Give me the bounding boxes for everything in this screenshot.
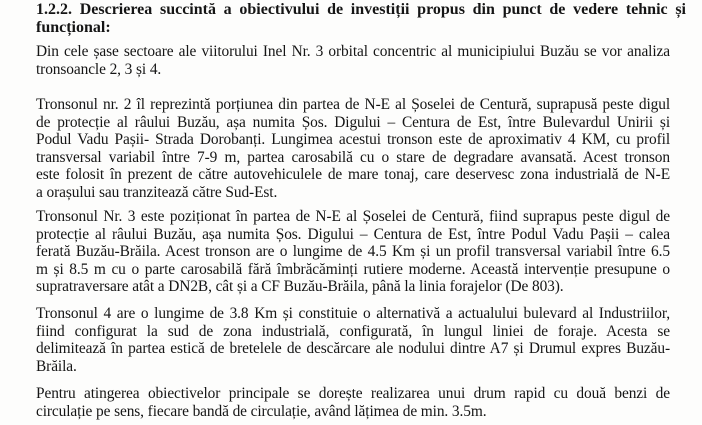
paragraph-sectors — [36, 43, 670, 78]
paragraph-tronson-3 — [36, 208, 670, 296]
paragraph-objectives — [36, 385, 670, 420]
paragraph-line: Tronsonul 4 are o lungime de 3.8 Km și constituie o alternativă a actualului bulevard al Industriilor, — [36, 305, 670, 322]
section-heading — [36, 1, 686, 37]
heading-line: 1.2.2. Descrierea succintă a obiectivului de investiții propus din punct de vedere tehnic și — [36, 1, 686, 18]
paragraph-line: Tronsonul nr. 2 îl reprezintă porțiunea din partea de N-E al Șoselei de Centură, suprapusă peste digul — [36, 96, 670, 113]
paragraph-line: Pentru atingerea obiectivelor principale se dorește realizarea unui drum rapid cu două benzi de — [36, 385, 670, 402]
paragraph-line: supratraversare atât a DN2B, cât și a CF Buzău-Brăila, până la linia forajelor (De 803). — [36, 278, 564, 296]
paragraph-line: Brăila. — [36, 357, 77, 375]
paragraph-line: Podul Vadu Pașii- Strada Dorobanți. Lungimea acestui tronson este de aproximativ 4 KM, cu profil — [36, 131, 670, 149]
heading-line: funcțional: — [36, 19, 111, 36]
paragraph-line: Din cele șase sectoare ale viitorului Inel Nr. 3 orbital concentric al municipiului Buzău se vor analiza — [36, 43, 670, 60]
paragraph-line: tronsoancle 2, 3 și 4. — [36, 60, 162, 78]
paragraph-line: a orașului sau tranzitează către Sud-Est. — [36, 183, 278, 201]
paragraph-tronson-2 — [36, 96, 670, 202]
paragraph-line: delimitează în partea estică de bretelele de descărcare ale nodului dintre A7 și Drumul expres Buzău- — [36, 340, 670, 358]
paragraph-tronson-4 — [36, 305, 670, 375]
paragraph-line: transversal variabil între 7-9 m, partea carosabilă cu o stare de degradare avansată. Acest tronson — [36, 148, 670, 166]
paragraph-line: circulație pe sens, fiecare bandă de circulație, având lățimea de min. 3.5m. — [36, 402, 487, 420]
paragraph-line: Tronsonul Nr. 3 este poziționat în partea de N-E al Șoselei de Centură, fiind suprapus peste digul de — [36, 208, 670, 225]
paragraph-line: este folosit în prezent de către autovehiculele de mare tonaj, care deservesc zona industrială de N-E — [36, 166, 670, 184]
paragraph-line: protecție al râului Buzău, așa numita Șos. Digului – Centura de Est, între Podul Vadu Pașii – calea — [36, 225, 670, 243]
paragraph-line: fiind configurat la sud de zona industrială, configurată, în lungul liniei de foraje. Acesta se — [36, 322, 670, 340]
paragraph-line: m și 8.5 m cu o parte carosabilă fără îmbrăcăminți rutiere moderne. Această intervenție presupune o — [36, 260, 670, 278]
paragraph-line: de protecție al râului Buzău, așa numita Șos. Digului – Centura de Est, între Bulevardul Unirii și — [36, 113, 670, 131]
paragraph-line: ferată Buzău-Brăila. Acest tronson are o lungime de 4.5 Km și un profil transversal variabil între 6.5 — [36, 243, 670, 261]
